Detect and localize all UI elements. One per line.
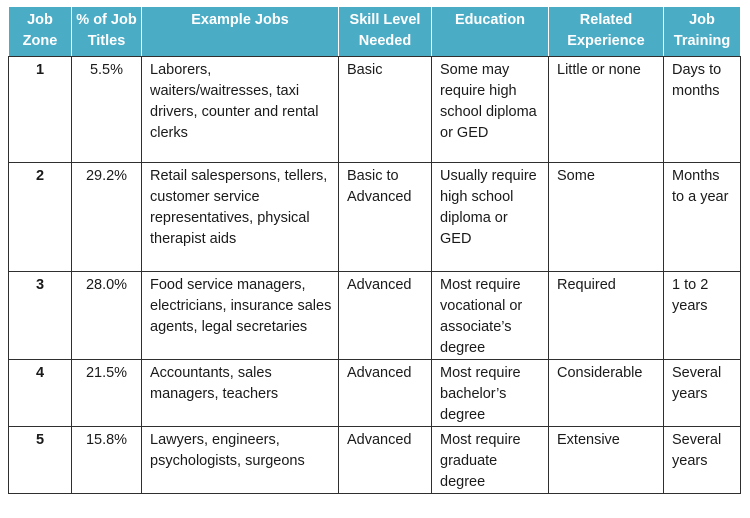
cell-jobs: Food service managers, electricians, insurance sales agents, legal secretaries	[142, 272, 339, 360]
cell-experience: Required	[549, 272, 664, 360]
cell-pct: 28.0%	[72, 272, 142, 360]
cell-zone: 1	[9, 57, 72, 163]
table-row	[9, 272, 741, 360]
cell-skill: Basic	[339, 57, 432, 163]
cell-training: Months to a year	[664, 163, 741, 272]
table-row	[9, 57, 741, 163]
cell-skill: Basic to Advanced	[339, 163, 432, 272]
header-job-training: Job Training	[664, 7, 741, 57]
job-zone-table	[8, 6, 741, 494]
header-education: Education	[432, 7, 549, 57]
header-row	[9, 7, 741, 57]
cell-experience: Some	[549, 163, 664, 272]
cell-jobs: Accountants, sales managers, teachers	[142, 360, 339, 427]
cell-skill: Advanced	[339, 427, 432, 494]
cell-education: Usually require high school diploma or GED	[432, 163, 549, 272]
cell-jobs: Laborers, waiters/waitresses, taxi drivers, counter and rental clerks	[142, 57, 339, 163]
cell-zone: 2	[9, 163, 72, 272]
job-zone-table-wrapper	[8, 6, 741, 494]
cell-education: Most require bachelor’s degree	[432, 360, 549, 427]
cell-jobs: Retail salespersons, tellers, customer service representatives, physical therapist aids	[142, 163, 339, 272]
table-row	[9, 360, 741, 427]
cell-experience: Little or none	[549, 57, 664, 163]
header-job-zone: Job Zone	[9, 7, 72, 57]
header-example-jobs: Example Jobs	[142, 7, 339, 57]
header-skill-level: Skill Level Needed	[339, 7, 432, 57]
header-pct-titles: % of Job Titles	[72, 7, 142, 57]
cell-pct: 5.5%	[72, 57, 142, 163]
cell-zone: 4	[9, 360, 72, 427]
table-row	[9, 427, 741, 494]
cell-education: Most require vocational or associate’s degree	[432, 272, 549, 360]
cell-pct: 21.5%	[72, 360, 142, 427]
cell-jobs: Lawyers, engineers, psychologists, surgeons	[142, 427, 339, 494]
cell-skill: Advanced	[339, 272, 432, 360]
cell-experience: Considerable	[549, 360, 664, 427]
cell-education: Most require graduate degree	[432, 427, 549, 494]
cell-training: Several years	[664, 427, 741, 494]
cell-skill: Advanced	[339, 360, 432, 427]
cell-zone: 3	[9, 272, 72, 360]
cell-pct: 15.8%	[72, 427, 142, 494]
cell-experience: Extensive	[549, 427, 664, 494]
cell-training: Days to months	[664, 57, 741, 163]
cell-training: 1 to 2 years	[664, 272, 741, 360]
cell-pct: 29.2%	[72, 163, 142, 272]
header-related-experience: Related Experience	[549, 7, 664, 57]
table-row	[9, 163, 741, 272]
cell-zone: 5	[9, 427, 72, 494]
cell-education: Some may require high school diploma or GED	[432, 57, 549, 163]
cell-training: Several years	[664, 360, 741, 427]
